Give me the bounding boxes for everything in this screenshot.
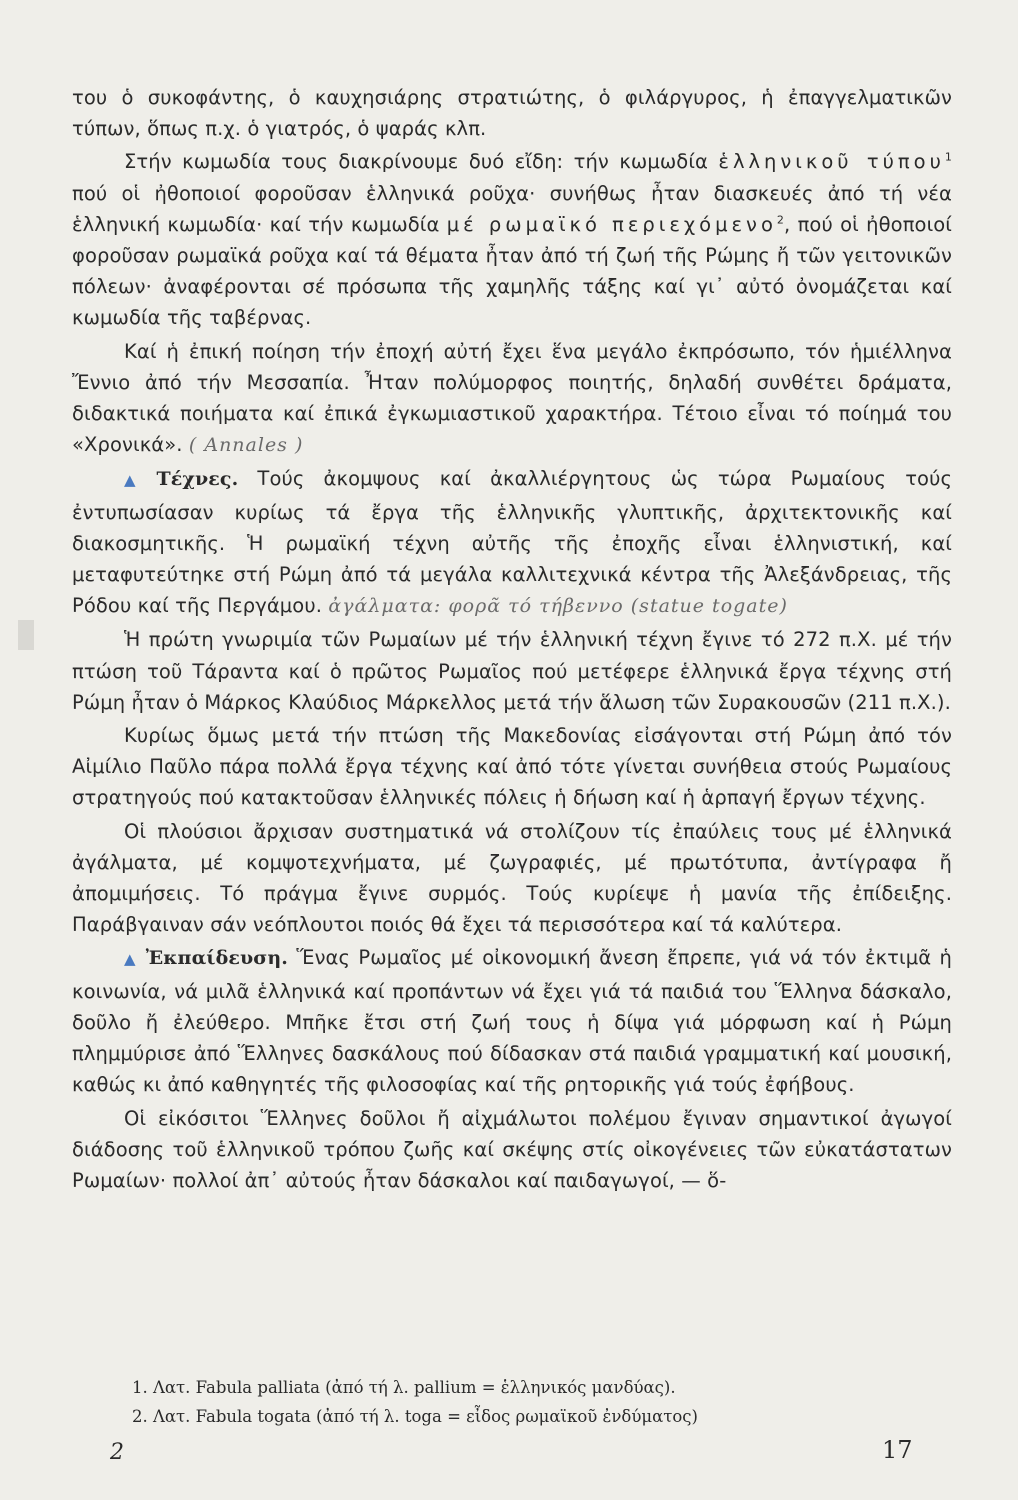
footnote-1: 1. Λατ. Fabula palliata (ἀπό τή λ. pallium = ἑλληνικός μανδύας).	[132, 1378, 676, 1397]
paragraph-3	[72, 336, 952, 462]
paragraph-8	[72, 942, 952, 1100]
footnote-2: 2. Λατ. Fabula togata (ἀπό τή λ. toga = εἶδος ρωμαϊκοῦ ἐνδύματος)	[132, 1407, 698, 1426]
section-marker-icon: ▲	[124, 471, 149, 490]
page-number: 17	[882, 1436, 913, 1464]
paragraph-1: του ὁ συκοφάντης, ὁ καυχησιάρης στρατιώτης, ὁ φιλάργυρος, ἡ ἐπαγγελματικῶν τύπων, ὅπως π.χ. ὁ γιατρός, ὁ ψαράς κλπ.	[72, 86, 952, 141]
handwritten-note-1: ( Annales )	[188, 434, 304, 457]
text-run: Τούς ἀκομψους καί ἀκαλλιέργητους ὡς τώρα Ρωμαίους τούς ἐντυπωσίασαν κυρίως τά ἔργα τῆς ἑλληνικῆς γλυπτικῆς, ἀρχιτεκτονικῆς καί διακοσμητικῆς. Ἡ ρωμαϊκή τέχνη αὐτῆς τῆς ἐποχῆς εἶναι ἑλληνιστική, καί μεταφυτεύτηκε στή Ρώμη ἀπό τά μεγάλα καλλιτεχνικά κέντρα τῆς Ἀλεξάνδρειας, τῆς Ρόδου καί τῆς Περγάμου.	[72, 467, 952, 618]
footnotes	[132, 1373, 932, 1431]
spaced-term-1: ἑλληνικοῦ τύπου	[718, 150, 945, 174]
paragraph-7: Οἱ πλούσιοι ἄρχισαν συστηματικά νά στολίζουν τίς ἐπαύλεις τους μέ ἑλληνικά ἀγάλματα, μέ κομψοτεχνήματα, μέ ζωγραφιές, μέ πρωτότυπα, ἀντίγραφα ἤ ἀπομιμήσεις. Τό πράγμα ἔγινε συρμός. Τούς κυρίεψε ἡ μανία τῆς ἐπίδειξης. Παράβγαιναν σάν νεόπλουτοι ποιός θά ἔχει τά περισσότερα καί τά καλύτερα.	[72, 819, 952, 937]
spaced-term-2: μέ ρωμαϊκό περιεχόμενο	[446, 212, 777, 236]
text-run: , πού οἱ ἠθοποιοί φοροῦσαν ρωμαϊκά ροῦχα καί τά θέματα ἦταν ἀπό τή ζωή τῆς Ρώμης ἤ τῶν γειτονικῶν πόλεων· ἀναφέρονται σέ πρόσωπα τῆς χαμηλῆς τάξης καί γι᾽ αὐτό ὀνομάζεται καί κωμωδία τῆς ταβέρνας.	[72, 212, 952, 330]
signature-mark: 2	[110, 1440, 124, 1465]
footnote-ref-2[interactable]: 2	[776, 213, 784, 227]
paragraph-9: Οἱ εἰκόσιτοι Ἕλληνες δοῦλοι ἤ αἰχμάλωτοι πολέμου ἔγιναν σημαντικοί ἀγωγοί διάδοσης τοῦ ἑλληνικοῦ τρόπου ζωῆς καί σκέψης στίς οἰκογένειες τῶν εὐκατάστατων Ρωμαίων· πολλοί ἀπ᾽ αὐτούς ἦταν δάσκαλοι καί παιδαγωγοί, — ὅ-	[72, 1106, 952, 1192]
handwritten-note-2: ἀγάλματα: φορᾶ τό τήβεννο (statue togate)	[328, 595, 788, 618]
section-marker-icon: ▲	[124, 950, 138, 969]
text-run: Καί ἡ ἐπική ποίηση τήν ἐποχή αὐτή ἔχει ἕνα μεγάλο ἐκπρόσωπο, τόν ἡμιέλληνα Ἔννιο ἀπό τήν Μεσσαπία. Ἦταν πολύμορφος ποιητής, δηλαδή συνθέτει δράματα, διδακτικά ποιήματα καί ἐπικά ἐγκωμιαστικοῦ χαρακτήρα. Τέτοιο εἶναι τό ποίημά του «Χρονικά».	[72, 339, 952, 457]
text-run: πού οἱ ἠθοποιοί φοροῦσαν ἑλληνικά ροῦχα· συνήθως ἦταν διασκευές ἀπό τή νέα ἑλληνική κωμωδία· καί τήν κωμωδία	[72, 181, 952, 236]
text-run: Στήν κωμωδία τους διακρίνουμε δυό εἴδη: τήν κωμωδία	[124, 150, 719, 174]
margin-mark	[18, 620, 34, 650]
section-heading-arts: Τέχνες.	[156, 468, 239, 491]
page-body	[72, 82, 952, 1196]
text-run: Ἕνας Ρωμαῖος μέ οἰκονομική ἄνεση ἔπρεπε, γιά νά τόν ἐκτιμᾶ ἡ κοινωνία, νά μιλᾶ ἑλληνικά καί προπάντων νά ἔχει γιά τά παιδιά του Ἕλληνα δάσκαλο, δοῦλο ἤ ἐλεύθερο. Μπῆκε ἔτσι στή ζωή τους ἡ δίψα γιά μόρφωση καί ἡ Ρώμη πλημμύρισε ἀπό Ἕλληνες δασκάλους πού δίδασκαν στά παιδιά γραμματική καί μουσική, καθώς κι ἀπό καθηγητές τῆς φιλοσοφίας καί τῆς ρητορικῆς γιά τούς ἐφήβους.	[72, 946, 952, 1097]
paragraph-5: Ἡ πρώτη γνωριμία τῶν Ρωμαίων μέ τήν ἑλληνική τέχνη ἔγινε τό 272 π.Χ. μέ τήν πτώση τοῦ Τάραντα καί ὁ πρῶτος Ρωμαῖος πού μετέφερε ἑλληνικά ἔργα τέχνης στή Ρώμη ἦταν ὁ Μάρκος Κλαύδιος Μάρκελλος μετά τήν ἅλωση τῶν Συρακουσῶν (211 π.Χ.).	[72, 628, 952, 714]
footnote-ref-1[interactable]: 1	[944, 150, 952, 164]
paragraph-4	[72, 463, 952, 622]
paragraph-2	[72, 146, 952, 333]
paragraph-6: Κυρίως ὅμως μετά τήν πτώση τῆς Μακεδονίας εἰσάγονται στή Ρώμη ἀπό τόν Αἰμίλιο Παῦλο πάρα πολλά ἔργα τέχνης καί ἀπό τότε γίνεται συνήθεια στούς Ρωμαίους στρατηγούς πού κατακτοῦσαν ἑλληνικές πόλεις ἡ δήωση καί ἡ ἁρπαγή ἔργων τέχνης.	[72, 724, 952, 810]
section-heading-education: Ἐκπαίδευση.	[145, 947, 289, 970]
